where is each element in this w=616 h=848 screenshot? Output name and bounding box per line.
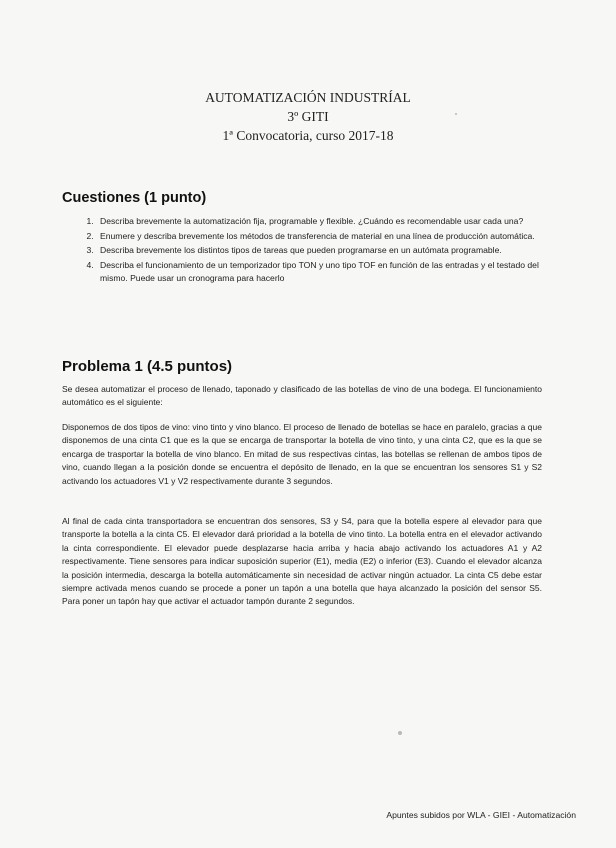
problema-heading: Problema 1 (4.5 puntos) xyxy=(62,358,233,375)
question-item: 1. Describa brevemente la automatización fija, programable y flexible. ¿Cuándo es recomendable usar cada una? xyxy=(96,215,556,229)
cuestiones-heading: Cuestiones (1 punto) xyxy=(62,190,207,206)
scan-speck xyxy=(398,731,402,735)
scan-speck xyxy=(455,113,457,115)
exam-header xyxy=(0,88,616,145)
exam-session: 1ª Convocatoria, curso 2017-18 xyxy=(222,128,394,143)
question-item: 3. Describa brevemente los distintos tipos de tareas que pueden programarse en un autómata programable. xyxy=(96,244,556,258)
questions-list xyxy=(78,215,556,287)
problem-filling-paragraph: Disponemos de dos tipos de vino: vino tinto y vino blanco. El proceso de llenado de botellas se hace en paralelo, gracias a que disponemos de una cinta C1 que es la que se encarga de transportar la botella de vino tinto, y una cinta C2, que es la que se encarga de trasportar la botella de vino blanco. En mitad de sus respectivas cintas, las botellas se rellenan de ambos tipos de vino, cuando llegan a la posición donde se encuentra el depósito de llenado, en la que se encuentran los sensores S1 y S2 activando los actuadores V1 y V2 respectivamente durante 3 segundos. xyxy=(62,422,542,486)
question-item: 4. Describa el funcionamiento de un temporizador tipo TON y uno tipo TOF en función de las entradas y el testado del mismo. Puede usar un cronograma para hacerlo xyxy=(96,259,556,286)
problem-elevator-paragraph: Al final de cada cinta transportadora se encuentran dos sensores, S3 y S4, para que la botella espere al elevador para que transporte la botella a la cinta C5. El elevador dará prioridad a la botella de vino tinto. La botella entra en el elevador activando la cinta correspondiente. El elevador puede desplazarse hacia arriba y hacia abajo activando los actuadores A1 y A2 respectivamente. Tiene sensores para indicar suposición superior (E1), media (E2) o inferior (E3). Cuando el elevador alcanza la posición intermedia, descarga la botella automáticamente sin necesidad de activar ningún actuador. La cinta C5 debe estar siempre activada menos cuando se procede a poner un tapón a una botella que haya alcanzado la posición del sensor S5. Para poner un tapón hay que activar el actuador tampón durante 2 segundos. xyxy=(62,516,542,607)
course-title: AUTOMATIZACIÓN INDUSTRÍAL xyxy=(205,90,411,105)
footer-note: Apuntes subidos por WLA - GIEI - Automatización xyxy=(386,810,576,820)
problem-intro-paragraph: Se desea automatizar el proceso de llenado, taponado y clasificado de las botellas de vino de una bodega. El funcionamiento automático es el siguiente: xyxy=(62,384,542,408)
course-year: 3º GITI xyxy=(287,109,329,124)
question-item: 2. Enumere y describa brevemente los métodos de transferencia de material en una línea de producción automática. xyxy=(96,230,556,244)
